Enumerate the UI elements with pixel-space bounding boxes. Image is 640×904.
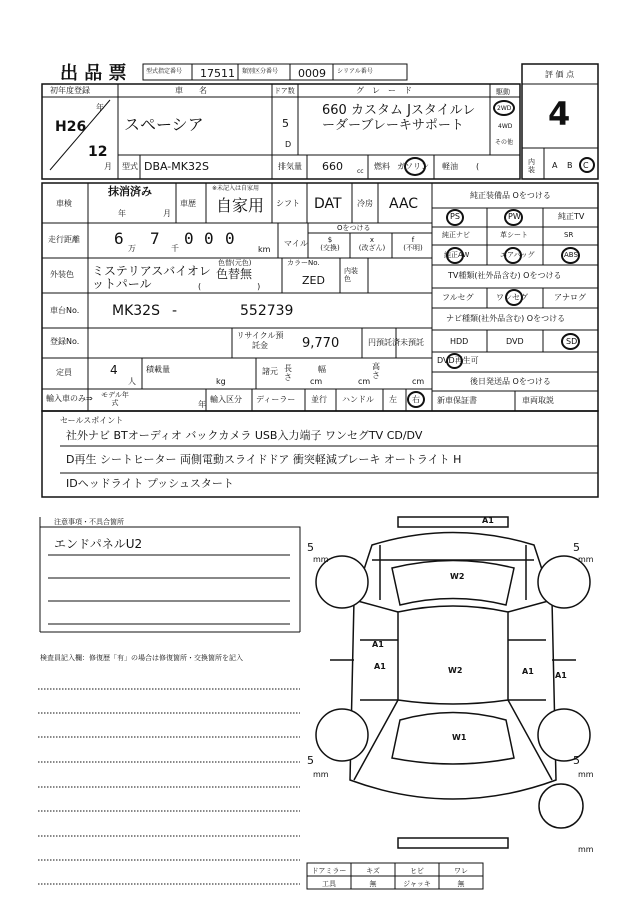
diagram-mark-6: A1: [522, 667, 534, 676]
sales-points-label: セールスポイント: [60, 416, 124, 425]
height-label: 高さ: [372, 362, 380, 380]
model-label: 型式: [122, 162, 138, 171]
mileage-man: 万: [128, 244, 136, 253]
diagram-mark-5: W2: [448, 666, 463, 675]
equip-ps-circle: [446, 209, 464, 226]
mileage-digit-2: 7: [150, 229, 160, 248]
nav-sd: SD: [566, 337, 578, 346]
grade-score: 4: [548, 95, 571, 133]
fuel-diesel: 軽油: [442, 162, 458, 171]
tread-fr-unit: mm: [578, 555, 594, 564]
length-label: 長さ: [284, 364, 292, 382]
footer-jack: ジャッキ: [403, 880, 431, 888]
tv-fullseg: フルセグ: [442, 293, 474, 302]
shift: DAT: [314, 196, 342, 212]
fuel-label: 燃料: [374, 162, 390, 171]
chassis-label: 車台No.: [50, 306, 80, 315]
disp-unit: cc: [357, 168, 364, 175]
equip-sr: SR: [564, 231, 574, 239]
tread-fl-unit: mm: [313, 555, 329, 564]
year-suffix: 年: [96, 103, 104, 112]
equip-aw-circle: [446, 247, 464, 264]
diagram-mark-7: A1: [555, 671, 567, 680]
footer-header-mirror: ドアミラー: [311, 867, 347, 875]
grade-label: グ レ ー ド: [356, 86, 412, 95]
equip-aw: 純正AW: [444, 251, 470, 259]
tv-title: TV種類(社外品含む) Oをつける: [448, 271, 562, 280]
color-no: ZED: [302, 274, 325, 287]
inspection: 抹消済み: [108, 185, 152, 198]
model: DBA-MK32S: [144, 160, 209, 173]
tv-oneseg: ワンセグ: [496, 293, 528, 302]
mileage-digit-5: 0: [225, 229, 235, 248]
footer-header-crack: ヒビ: [410, 867, 424, 875]
history-label: 車歴: [180, 199, 196, 208]
fuel-gasoline-circle: [404, 157, 426, 176]
dvd-playback: DVD再生可: [437, 356, 479, 365]
door-sub: D: [285, 140, 292, 149]
capacity: 4: [110, 363, 118, 377]
mileage-tamper: x (改ざん): [358, 236, 386, 252]
chassis-prefix: MK32S: [112, 303, 160, 319]
class-number: 0009: [298, 67, 326, 80]
fuel-paren: (: [476, 162, 480, 171]
color-change: 色替無: [216, 267, 253, 281]
mileage-swap: $ (交換): [320, 236, 340, 252]
footer-tools-value: 無: [369, 880, 377, 888]
tread-fl: 5: [307, 541, 314, 554]
mile-label: マイル: [284, 239, 308, 248]
serial-label: シリアル番号: [337, 68, 373, 75]
disp-label: 排気量: [278, 162, 302, 171]
mileage-digit-4: 0: [204, 229, 214, 248]
ac-label: 冷房: [357, 199, 373, 208]
later-manual: 車両取説: [522, 396, 554, 405]
exterior-color-label: 外装色: [50, 270, 74, 279]
cert-number-label: 型式指定番号: [146, 68, 183, 75]
equip-abs-circle: [561, 247, 580, 264]
tread-spare-unit: mm: [578, 845, 594, 854]
drive-other: その他: [495, 139, 514, 146]
doors-label: ドア数: [274, 87, 295, 95]
chassis-dash: -: [172, 303, 178, 319]
interior-c-circle: [579, 157, 595, 173]
drive-4wd: 4WD: [498, 123, 513, 130]
month-suffix: 月: [104, 162, 112, 171]
first-reg-label: 初年度登録: [50, 86, 90, 95]
handle-label: ハンドル: [342, 395, 374, 404]
mileage-sen: 千: [171, 244, 179, 253]
doors: 5: [282, 117, 289, 130]
chassis-number: 552739: [240, 303, 294, 319]
import-label: 輸入車のみ⇒: [46, 394, 93, 403]
diagram-mark-3: A1: [372, 640, 384, 649]
interior-label: 内装: [528, 158, 535, 174]
first-reg-month: 12: [88, 144, 108, 160]
exterior-color: ミステリアスバイオレットパール: [92, 264, 211, 291]
color-orig-label: 色替(元色): [218, 259, 252, 267]
later-title: 後日発送品 Oをつける: [470, 377, 551, 386]
tread-rl: 5: [307, 754, 314, 767]
car-name: スペーシア: [124, 115, 204, 134]
equip-airbag-circle: [504, 247, 522, 264]
load-unit: kg: [216, 377, 226, 386]
import-category-label: 輸入区分: [210, 395, 242, 404]
width-cm: cm: [358, 377, 371, 386]
equip-abs: ABS: [564, 251, 578, 259]
diagram-mark-8: W1: [452, 733, 467, 742]
capacity-label: 定員: [56, 368, 72, 377]
grade-score-label: 評 価 点: [545, 70, 575, 79]
grade-value: 660 カスタム Jスタイルレーダーブレーキサポート: [322, 103, 476, 133]
equip-leather: 革シート: [500, 231, 528, 239]
mileage-km: km: [258, 245, 271, 254]
mileage-circle-note: Oをつける: [337, 224, 371, 232]
drive-2wd-circle: [493, 100, 515, 116]
interior-c: C: [583, 161, 589, 170]
footer-jack-value: 無: [457, 880, 465, 888]
class-number-label: 類別区分番号: [242, 68, 279, 75]
notes-label: 注意事項・不具合箇所: [54, 518, 124, 526]
diagram-mark-4: A1: [374, 662, 386, 671]
recycle-label: リサイクル預託金: [236, 331, 284, 350]
import-parallel: 並行: [311, 395, 327, 404]
mileage-digit-3: 0: [184, 229, 194, 248]
model-year-label: モデル年式: [101, 391, 129, 407]
equip-pw-circle: [504, 209, 523, 226]
dvd-playback-circle: [446, 353, 463, 369]
sales-line-2: D再生 シートヒーター 両側電動スライドドア 衝突軽減ブレーキ オートライト H: [66, 453, 462, 466]
handle-left: 左: [389, 395, 397, 404]
mileage-digit-1: 6: [114, 229, 124, 248]
diagram-mark-1: A1: [482, 516, 494, 525]
ac: AAC: [389, 196, 419, 212]
tread-rr-unit: mm: [578, 770, 594, 779]
equip-pw: PW: [508, 212, 521, 221]
sales-line-1: 社外ナビ BTオーディオ バックカメラ USB入力端子 ワンセグTV CD/DV: [66, 429, 423, 442]
length-cm: cm: [310, 377, 323, 386]
handle-right-circle: [407, 391, 425, 408]
equip-ps: PS: [450, 212, 460, 221]
capacity-unit: 人: [128, 377, 136, 386]
nav-hdd: HDD: [450, 337, 469, 346]
reg-label: 登録No.: [50, 337, 80, 346]
history: 自家用: [216, 196, 265, 215]
tv-analog: アナログ: [554, 293, 586, 302]
color-no-label: カラーNo.: [287, 259, 320, 267]
interior-a: A: [552, 161, 558, 170]
fuel-gasoline: ガソリン: [397, 162, 429, 171]
tread-fr: 5: [573, 541, 580, 554]
history-note: ※未記入は自家用: [212, 185, 260, 192]
equip-airbag: エアバッグ: [500, 251, 535, 259]
tv-oneseg-circle: [505, 289, 523, 306]
dims-label: 諸元: [262, 367, 278, 376]
inspection-year: 年: [118, 209, 126, 218]
load-label: 積載量: [146, 365, 170, 374]
recycle-unpaid: 未預託: [400, 338, 424, 347]
drive-2wd: 2WD: [497, 105, 512, 112]
color-paren: ( ): [198, 282, 261, 291]
nav-dvd: DVD: [506, 337, 524, 346]
tread-rr: 5: [573, 754, 580, 767]
inspector-label: 検査員記入欄：修復歴「有」の場合は修復箇所・交換箇所を記入: [40, 654, 243, 662]
interior-b: B: [567, 161, 573, 170]
mileage-unknown: f (不明): [403, 236, 423, 252]
form-title: 出 品 票: [60, 63, 127, 84]
mileage-label: 走行距離: [48, 235, 80, 244]
nav-title: ナビ種類(社外品含む) Oをつける: [446, 314, 566, 323]
drive-label: 駆動: [496, 88, 510, 96]
equip-title: 純正装備品 Oをつける: [470, 191, 551, 200]
recycle-paid: 円預託済: [368, 338, 400, 347]
nav-sd-circle: [561, 333, 580, 350]
displacement: 660: [322, 160, 343, 173]
sales-line-3: IDヘッドライト プッシュスタート: [66, 477, 234, 490]
later-warranty: 新車保証書: [437, 396, 477, 405]
equip-tv: 純正TV: [558, 212, 585, 221]
height-cm: cm: [412, 377, 425, 386]
cert-number: 17511: [200, 67, 235, 80]
diagram-mark-2: W2: [450, 572, 465, 581]
footer-header-break: ワレ: [454, 867, 468, 875]
inspection-label: 車検: [56, 199, 72, 208]
footer-tools: 工具: [322, 880, 336, 888]
equip-nav: 純正ナビ: [442, 231, 470, 239]
width-label: 幅: [318, 365, 326, 374]
model-year-unit: 年: [198, 400, 206, 409]
notes-text: エンドパネルU2: [54, 537, 143, 551]
import-dealer: ディーラー: [256, 395, 296, 404]
tread-rl-unit: mm: [313, 770, 329, 779]
car-name-label: 車 名: [175, 86, 207, 95]
first-reg-year: H26: [55, 119, 87, 135]
shift-label: シフト: [276, 199, 300, 208]
int-color-label: 内装色: [344, 267, 358, 283]
recycle-amount: 9,770: [302, 336, 340, 351]
footer-header-scratch: キズ: [366, 867, 380, 875]
inspection-month: 月: [163, 209, 171, 218]
handle-right: 右: [412, 395, 420, 404]
